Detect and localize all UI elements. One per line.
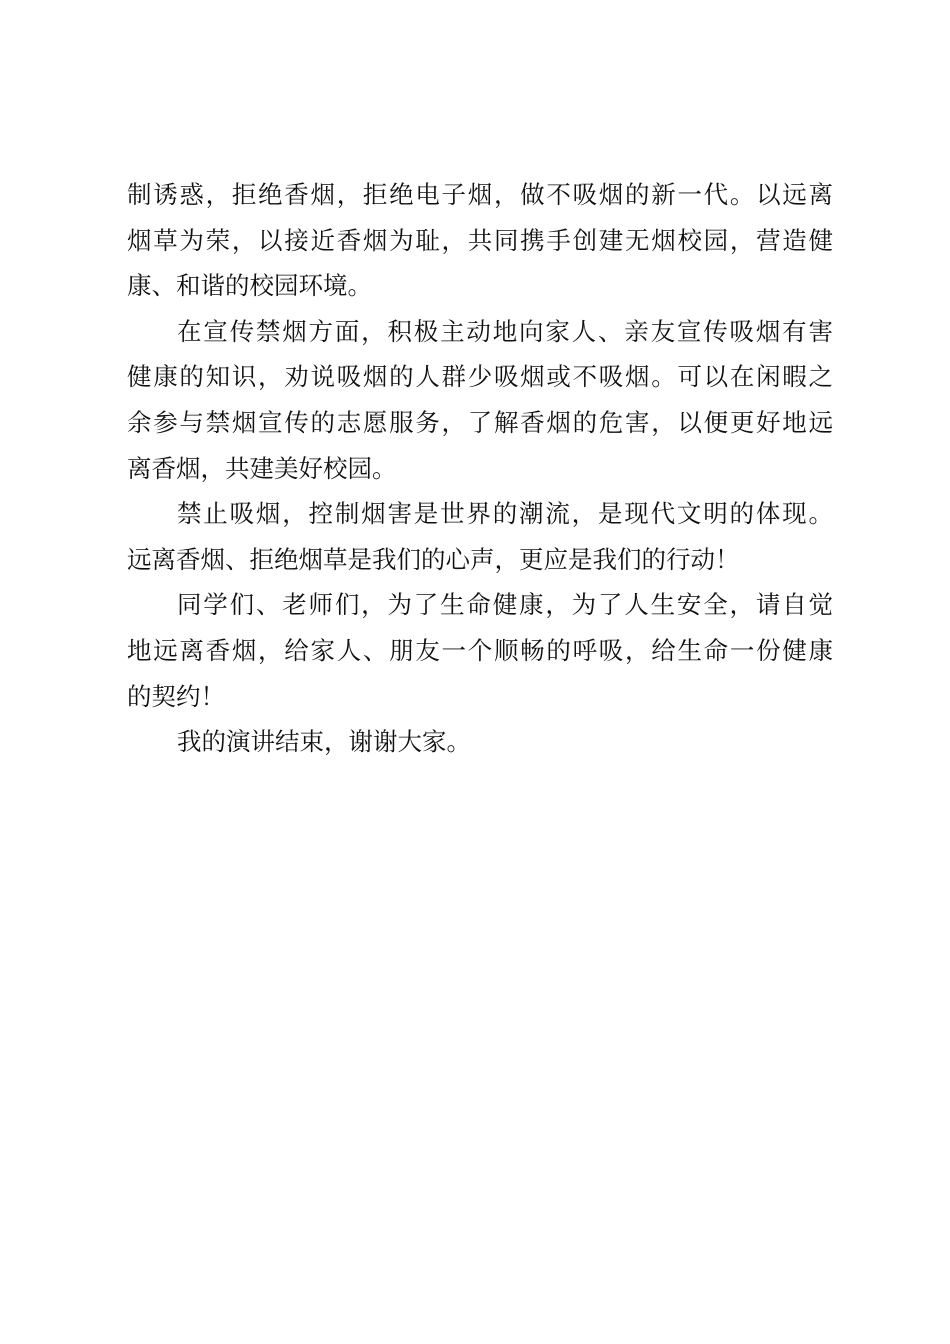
paragraph-publicity [127,309,833,491]
paragraph-trend [127,491,833,582]
text-line: 制诱惑，拒绝香烟，拒绝电子烟，做不吸烟的新一代。以远离 [127,180,833,209]
text-line: 同学们、老师们，为了生命健康，为了人生安全，请自觉 [177,590,833,620]
text-line: 烟草为荣，以接近香烟为耻，共同携手创建无烟校园，营造健 [127,225,833,255]
text-line: 康、和谐的校园环境。 [127,271,372,301]
text-line: 远离香烟、拒绝烟草是我们的心声，更应是我们的行动！ [127,544,740,574]
text-line: 的契约！ [127,681,225,711]
text-line: 离香烟，共建美好校园。 [127,453,397,483]
text-line: 地远离香烟，给家人、朋友一个顺畅的呼吸，给生命一份健康 [127,635,833,665]
paragraph-continuation [127,172,833,309]
paragraph-closing [127,719,833,765]
speech-body [127,172,833,765]
text-line: 禁止吸烟，控制烟害是世界的潮流，是现代文明的体现。 [177,499,833,529]
paragraph-appeal [127,582,833,719]
text-line: 我的演讲结束，谢谢大家。 [177,727,471,757]
text-line: 健康的知识，劝说吸烟的人群少吸烟或不吸烟。可以在闲暇之 [127,362,833,392]
text-line: 在宣传禁烟方面，积极主动地向家人、亲友宣传吸烟有害 [177,316,833,346]
text-line: 余参与禁烟宣传的志愿服务，了解香烟的危害，以便更好地远 [127,407,833,437]
